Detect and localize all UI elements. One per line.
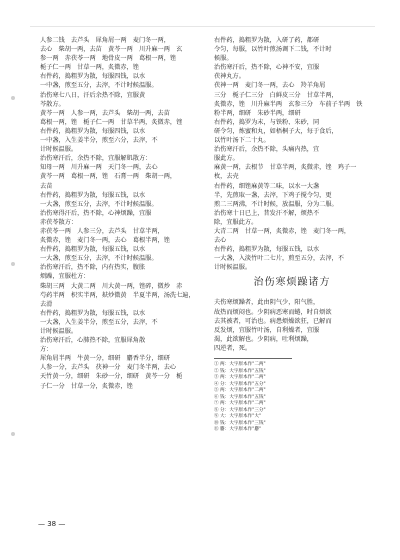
footnote-line: ⑤ 两：大字原本作"二两"	[214, 388, 266, 393]
text-line: 右件药，捣粗罗为散，每服五钱，以水	[40, 309, 146, 317]
text-line: 渴，此欲解也。少阴病，吐利烦躁，	[214, 335, 313, 343]
text-line: 以竹叶汤下二十丸。	[214, 137, 270, 145]
footnote-line: ⑥ 钱：大字原本作"五钱"	[214, 394, 266, 400]
text-line: 一大盏，煎至五分，去滓，不计时候温服。	[40, 255, 158, 263]
text-line: 右件药，捣粗罗为散，每服四钱，以水	[40, 73, 146, 81]
text-line: 去其被者，可治也。病患烦燥欲狂，已解而	[214, 317, 332, 325]
binding-hole-mark	[11, 96, 15, 100]
text-line: 黄芩一两 葛根一两，锉 石膏一两 柴胡一两，	[40, 173, 177, 181]
text-line: 柴胡三两 大黄二两 川大黄一两，锉碎，微炒 赤	[40, 282, 183, 290]
text-line: 治伤寒七八日，汗后余热不除，宜服黄	[40, 91, 146, 99]
text-line: 令匀，每服，以竹叶煎汤调下二钱，不计时	[214, 46, 332, 54]
footnote-divider	[214, 358, 292, 359]
text-line: 犀角屑半两 牛黄一分，细研 麝香半分，细研	[40, 355, 170, 363]
text-line: 芩散方。	[40, 100, 65, 108]
footnote-line: ② 钱：大字原本作"五钱"	[214, 368, 266, 374]
text-line: 右件药，捣粗罗为散，每服四钱，以水	[40, 127, 146, 135]
text-line: 治伤寒汗后，余热不除，宜服解肌散方：	[40, 155, 152, 163]
text-line: 粉半两，细研 朱砂半两，细研	[214, 109, 301, 117]
text-line: 大青二两 甘草一两，炙微赤，锉 麦门冬一两，	[214, 227, 351, 235]
text-line: 去苗	[40, 182, 53, 190]
footnote-line: ⑪ 麝：大字原本作"麝"	[214, 427, 262, 432]
text-line: 半，先煎取一盏，去滓，下鸡子搅令匀，更	[214, 191, 332, 199]
binding-hole-mark	[11, 432, 15, 436]
text-line: 枚，去壳	[214, 173, 239, 181]
text-line: 赤茯苓一两 人参三分，去芦头 甘草半两，	[40, 227, 164, 235]
text-line: 去心 柴胡一两，去苗 黄芩一两 川升麻一两 玄	[40, 46, 183, 54]
text-line: 右件药，捣粗罗为散，每服五钱，以水	[40, 246, 146, 254]
text-line: 栀子仁一两 甘草一两，炙微赤，锉	[40, 64, 139, 72]
footnote-line: ⑨ 大：大字原本作"大"	[214, 414, 262, 419]
text-line: 四逆者，死。	[214, 344, 252, 352]
text-line: 茯神丸方。	[214, 73, 245, 81]
text-line: 赤茯苓散方：	[40, 218, 78, 226]
text-line: 人参二钱 去芦头 犀角屑一两 麦门冬一两，	[40, 37, 170, 44]
text-line: 一大盏，煎至五分，去滓，不计时候温服。	[40, 200, 158, 208]
text-line: 研令匀，炼蜜和丸，如梧桐子大，每于食后，	[214, 127, 338, 135]
text-line: 去滑	[40, 300, 53, 308]
text-line: 候服。	[214, 55, 233, 63]
text-line: 计时候温服。	[40, 146, 78, 154]
text-line: 一大盏，入淡竹叶二七片，煎至五分，去滓，不	[214, 255, 344, 263]
text-line: 去心	[214, 237, 227, 245]
right-column-upper-text	[214, 36, 370, 272]
text-line: 葛根一两，锉 栀子仁一两 甘草半两，炙微赤，锉	[40, 118, 183, 126]
text-line: 计时候温服。	[40, 328, 78, 335]
text-line: 反发烦，宜服竹叶汤，自利燥者，宜服	[214, 326, 320, 334]
text-line: 治伤寒汗后，余热不除，头痛内热，宜	[214, 146, 320, 154]
text-line: 参一两 赤茯苓一两 地骨皮一两 葛根一两，锉	[40, 55, 177, 63]
text-line: 子仁一分 甘草一分，炙微赤，锉	[40, 382, 133, 390]
text-line: 一大盏，入生姜半分，煎至五分，去滓，不	[40, 318, 158, 326]
text-line: 一中盏，煎至五分，去滓，不计时候温服。	[40, 82, 158, 90]
text-line: 治伤寒十日已上，昔发汗不解，烦热不	[214, 209, 320, 217]
text-line: 炙微赤，锉 川升麻半两 玄参三分 车前子半两 铁	[214, 100, 363, 108]
footnote-line: ④ 分：大字原本作"五分"	[214, 381, 266, 387]
text-line: 黄芩一两 人参一两，去芦头 柴胡一两，去苗	[40, 109, 170, 117]
text-line: 煎二三两沸，不计时候，放温服，分为二服。	[214, 200, 338, 208]
text-line: 右件药，捣粗罗为散，入研了药，都研	[214, 37, 320, 44]
text-line: 右件药，捣粗罗为散，每服五钱，以水	[40, 191, 146, 199]
text-line: 右件药，捣罗为末，与铁粉、朱砂，同	[214, 118, 320, 126]
right-text-column	[214, 36, 370, 434]
text-line: 除，宜服此方。	[214, 218, 258, 226]
text-line: 人参一分，去芦头 茯神一分 麦门冬半两，去心	[40, 364, 177, 372]
text-line: 治伤寒汗后，热不除，内有热实，腹胀	[40, 264, 146, 272]
footnotes	[214, 362, 370, 434]
text-line: 茯神一两 麦门冬一两，去心 羚羊角屑	[214, 82, 326, 90]
footnote-line: ⑩ 钱：大字原本作"三钱"	[214, 420, 266, 426]
text-line: 方：	[40, 346, 53, 354]
right-column-lower-text	[214, 298, 370, 353]
text-line: 一中盏，入生姜半分，煎至六分，去滓，不	[40, 137, 158, 145]
text-line: 夫伤寒烦躁者，此由阴气少，阳气胜，	[214, 299, 320, 307]
footnote-line: ① 两：大字原本作"二两"	[214, 362, 266, 367]
text-line: 右件药，捣粗罗为散，每服五钱，以水	[214, 246, 320, 254]
text-line: 右件药，细锉麻黄等二味，以水一大盏	[214, 182, 320, 190]
text-line: 知母一两 川升麻一两 天门冬一两，去心	[40, 164, 158, 172]
text-line: 三分 栀子仁三分 白鲜皮三分 甘草半两，	[214, 91, 338, 99]
text-line: 服此方。	[214, 155, 239, 163]
binding-hole-mark	[11, 262, 15, 266]
text-line: 麻黄一两，去根节 甘草半两，炙微赤，锉 鸡子一	[214, 164, 357, 172]
text-line: 计时候温服。	[214, 264, 252, 272]
footnote-line: ⑧ 分：大字原本作"三分"	[214, 407, 266, 413]
page-number: — 38 —	[38, 520, 66, 528]
text-line: 治伤寒汗后，心肺热不除，宜服犀角散	[40, 337, 146, 345]
text-line: 烦躁，宜服杜方：	[40, 273, 90, 281]
text-line: 故热而烦闷也。少阴病恶寒而蜷，时自烦欲	[214, 308, 332, 316]
section-heading: 治伤寒烦躁诸方	[253, 277, 331, 289]
text-line: 天竹黄一分，细研 朱砂一分，细研 黄芩一分 栀	[40, 373, 183, 381]
footnote-line: ③ 两：大字原本作"二两"	[214, 375, 266, 380]
text-line: 治伤寒汗后，热不除，心神不安，宜服	[214, 64, 320, 72]
text-line: 治伤寒得汗后，热不除，心神烦躁，宜服	[40, 209, 152, 217]
text-line: 芍药半两 枳实半两，麸炒微黄 半夏半两，汤洗七遍，	[40, 291, 195, 299]
top-edge-rule	[30, 26, 375, 27]
footnote-line: ⑦ 两：大字原本作"二两"	[214, 401, 266, 406]
left-text-column	[40, 36, 196, 391]
text-line: 炙微赤，锉 麦门冬一两，去心 葛根半两，锉	[40, 237, 170, 245]
